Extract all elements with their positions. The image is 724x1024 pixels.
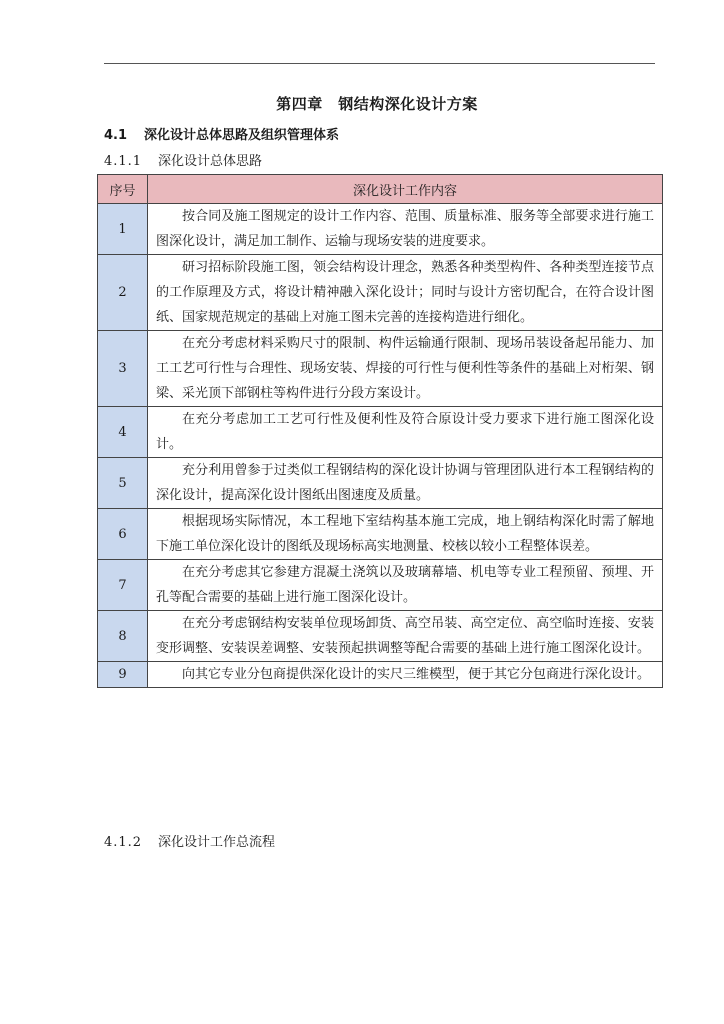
row-content: [148, 662, 663, 688]
section-heading: [104, 124, 339, 143]
row-text: 根据现场实际情况，本工程地下室结构基本施工完成，地上钢结构深化时需了解地下施工单位深化设计的图纸及现场标高实地测量、校核以较小工程整体误差。: [156, 514, 654, 554]
row-content: [148, 407, 663, 458]
table-row: [98, 662, 663, 688]
table-row: [98, 458, 663, 509]
table-row: [98, 407, 663, 458]
row-index: 7: [98, 560, 148, 611]
section-number: 4.1: [104, 128, 128, 143]
subsection-heading-1: [104, 150, 262, 169]
row-content: [148, 509, 663, 560]
row-text: 在充分考虑加工工艺可行性及便利性及符合原设计受力要求下进行施工图深化设计。: [156, 412, 654, 452]
row-text: 向其它专业分包商提供深化设计的实尺三维模型，便于其它分包商进行深化设计。: [182, 667, 651, 682]
row-index: 8: [98, 611, 148, 662]
row-index: 3: [98, 331, 148, 407]
row-text: 充分利用曾参于过类似工程钢结构的深化设计协调与管理团队进行本工程钢结构的深化设计，提高深化设计图纸出图速度及质量。: [156, 463, 654, 503]
row-text: 在充分考虑钢结构安装单位现场卸货、高空吊装、高空定位、高空临时连接、安装变形调整、安装误差调整、安装预起拱调整等配合需要的基础上进行施工图深化设计。: [156, 616, 654, 656]
row-content: [148, 560, 663, 611]
row-text: 按合同及施工图规定的设计工作内容、范围、质量标准、服务等全部要求进行施工图深化设计，满足加工制作、运输与现场安装的进度要求。: [156, 209, 654, 249]
table-row: [98, 255, 663, 331]
subsection-number-1: 4.1.1: [104, 154, 143, 169]
row-content: [148, 331, 663, 407]
row-text: 在充分考虑材料采购尺寸的限制、构件运输通行限制、现场吊装设备起吊能力、加工工艺可行性与合理性、现场安装、焊接的可行性与便利性等条件的基础上对桁架、钢梁、采光顶下部钢柱等构件进行分段方案设计。: [156, 336, 654, 401]
row-text: 研习招标阶段施工图，领会结构设计理念，熟悉各种类型构件、各种类型连接节点的工作原理及方式，将设计精神融入深化设计；同时与设计方密切配合，在符合设计图纸、国家规范规定的基础上对施工图未完善的连接构造进行细化。: [156, 260, 654, 325]
row-index: 2: [98, 255, 148, 331]
row-index: 1: [98, 204, 148, 255]
row-content: [148, 204, 663, 255]
subsection-number-2: 4.1.2: [104, 835, 143, 850]
design-work-table: [97, 174, 663, 688]
section-title: 深化设计总体思路及组织管理体系: [144, 128, 340, 143]
row-index: 5: [98, 458, 148, 509]
table-row: [98, 509, 663, 560]
header-rule: [104, 63, 655, 64]
table-row: [98, 204, 663, 255]
header-content: 深化设计工作内容: [148, 175, 663, 204]
chapter-title: 第四章 钢结构深化设计方案: [276, 95, 478, 113]
subsection-heading-2: [104, 831, 275, 850]
table-header-row: [98, 175, 663, 204]
row-content: [148, 458, 663, 509]
subsection-title-1: 深化设计总体思路: [158, 154, 263, 169]
row-index: 4: [98, 407, 148, 458]
table-row: [98, 560, 663, 611]
row-index: 6: [98, 509, 148, 560]
subsection-title-2: 深化设计工作总流程: [158, 835, 276, 850]
table-row: [98, 331, 663, 407]
header-index: 序号: [98, 175, 148, 204]
row-index: 9: [98, 662, 148, 688]
table-row: [98, 611, 663, 662]
row-text: 在充分考虑其它参建方混凝土浇筑以及玻璃幕墙、机电等专业工程预留、预埋、开孔等配合需要的基础上进行施工图深化设计。: [156, 565, 654, 605]
row-content: [148, 255, 663, 331]
row-content: [148, 611, 663, 662]
